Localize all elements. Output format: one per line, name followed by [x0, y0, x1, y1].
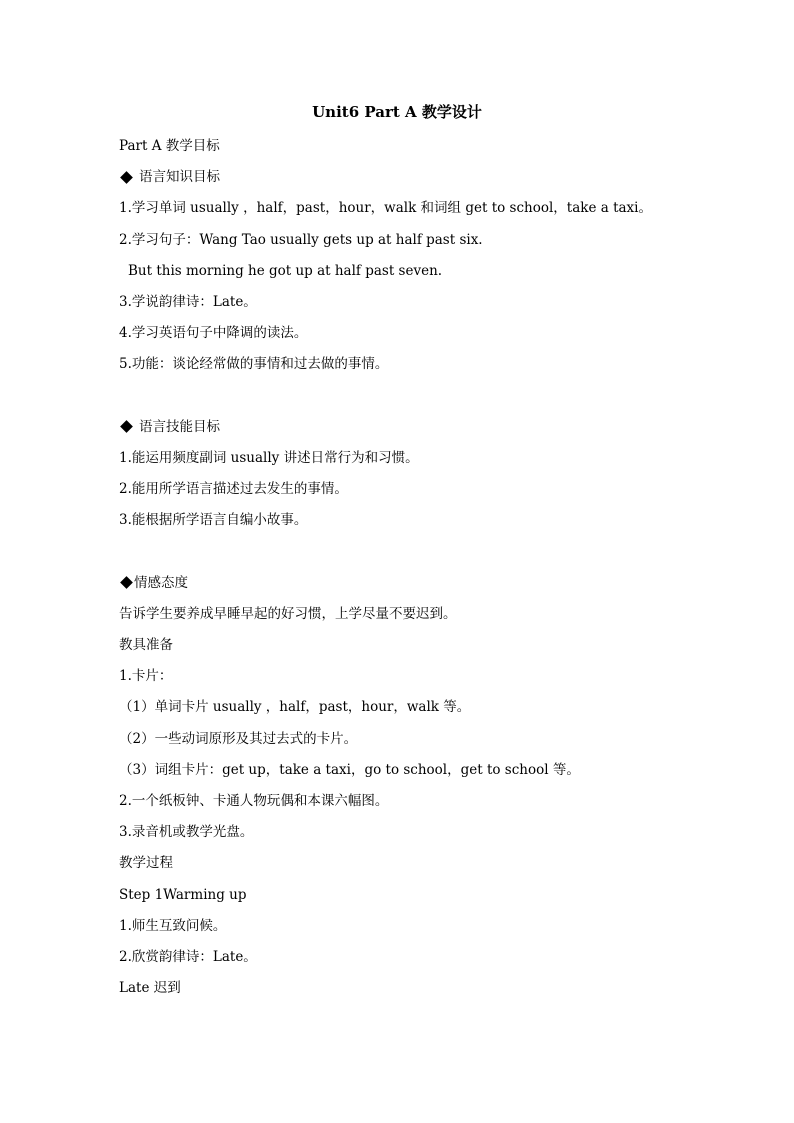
line-text: 2.一个纸板钟、卡通人物玩偶和本课六幅图。 [119, 792, 389, 809]
line-text: 3.学说韵律诗：Late。 [119, 293, 257, 310]
text-line [119, 131, 709, 162]
text-line [119, 911, 709, 942]
line-text: 5.功能：谈论经常做的事情和过去做的事情。 [119, 356, 389, 373]
text-line [119, 880, 709, 911]
line-text: 4.学习英语句子中降调的读法。 [119, 325, 308, 342]
text-line [119, 349, 709, 380]
line-text: 教具准备 [119, 637, 173, 653]
text-line [119, 692, 709, 723]
diamond-bullet-icon [120, 576, 133, 589]
text-line [119, 724, 709, 755]
document-title: Unit6 Part A 教学设计 [312, 103, 482, 121]
line-text: 语言知识目标 [139, 169, 220, 186]
text-line [119, 942, 709, 973]
line-text: 教学过程 [119, 855, 173, 872]
line-text: （3）词组卡片：get up，take a taxi，go to school，get to school 等。 [119, 761, 580, 778]
text-line [119, 630, 709, 661]
line-text: 3.能根据所学语言自编小故事。 [119, 512, 308, 529]
line-text: 3.录音机或教学光盘。 [119, 824, 254, 841]
line-text: 情感态度 [134, 574, 188, 591]
line-text: Step 1Warming up [119, 886, 247, 903]
text-line [119, 318, 709, 349]
line-text: （1）单词卡片 usually ，half，past，hour，walk 等。 [119, 699, 471, 716]
text-line [119, 287, 709, 318]
line-text: 1.卡片： [119, 668, 173, 685]
text-line [119, 973, 709, 1004]
section-heading [119, 412, 709, 443]
line-text: 告诉学生要养成早睡早起的好习惯，上学尽量不要迟到。 [119, 605, 457, 622]
text-line [119, 661, 709, 692]
text-line [119, 193, 709, 224]
text-line [119, 256, 709, 287]
text-line [119, 505, 709, 536]
text-line [119, 786, 709, 817]
line-text: 1.能运用频度副词 usually 讲述日常行为和习惯。 [119, 449, 419, 466]
diamond-bullet-icon [120, 171, 133, 184]
text-line [119, 848, 709, 879]
line-text: 2.学习句子：Wang Tao usually gets up at half past six. [119, 231, 483, 248]
line-text: 2.能用所学语言描述过去发生的事情。 [119, 481, 348, 498]
text-line [119, 443, 709, 474]
line-text: Part A 教学目标 [119, 138, 220, 154]
text-line [119, 474, 709, 505]
line-text: 语言技能目标 [139, 418, 220, 435]
line-text: 1.师生互致问候。 [119, 917, 227, 934]
diamond-bullet-icon [120, 420, 133, 433]
line-text: 2.欣赏韵律诗：Late。 [119, 948, 257, 965]
line-text: But this morning he got up at half past seven. [128, 262, 443, 279]
text-line [119, 599, 709, 630]
text-line [119, 817, 709, 848]
text-line [119, 225, 709, 256]
section-heading [119, 568, 709, 599]
blank-line [119, 381, 709, 412]
document-body [119, 131, 709, 1004]
blank-line [119, 536, 709, 567]
line-text: Late 迟到 [119, 980, 181, 997]
section-heading [119, 162, 709, 193]
line-text: 1.学习单词 usually ，half，past，hour，walk 和词组 get to school，take a taxi。 [119, 200, 652, 217]
text-line [119, 755, 709, 786]
line-text: （2）一些动词原形及其过去式的卡片。 [119, 730, 358, 747]
